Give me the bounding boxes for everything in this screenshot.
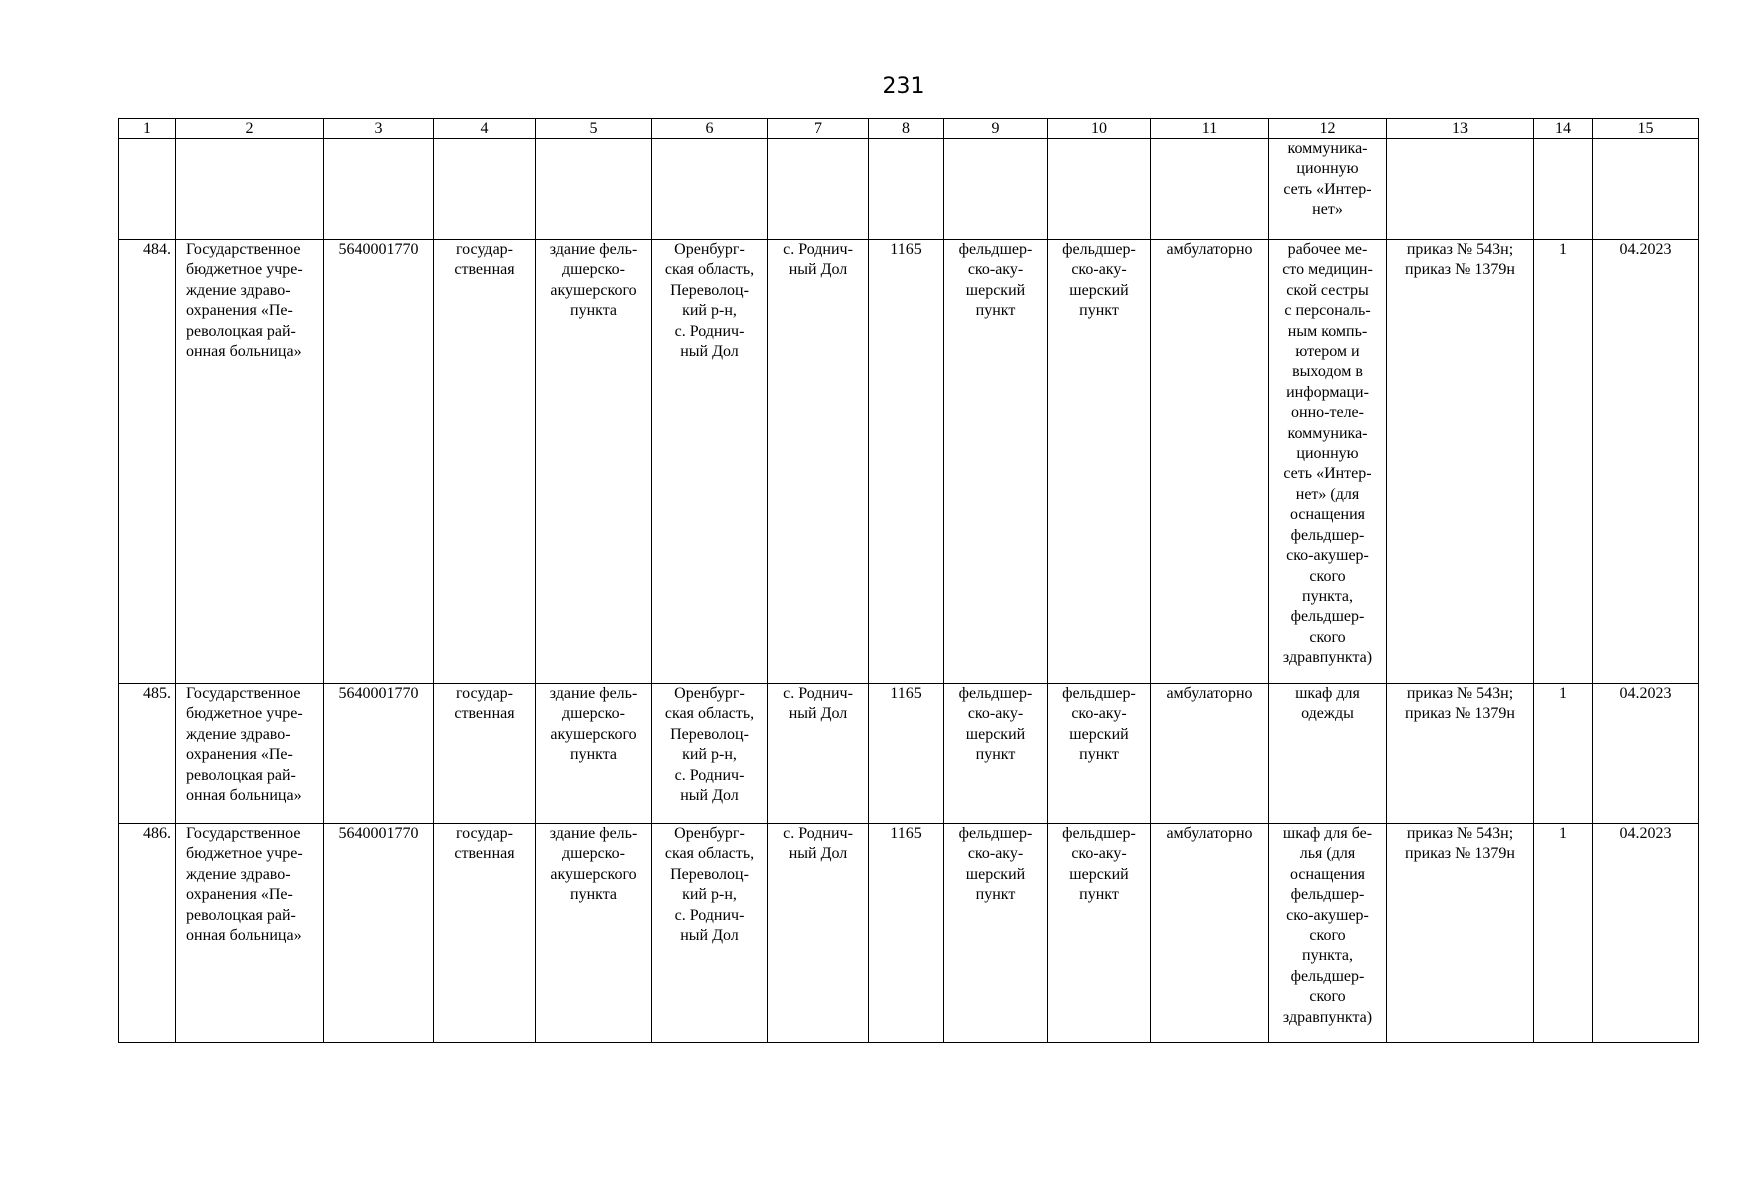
address-cell: Оренбург- ская область, Переволоц- кий р-н, с. Роднич- ный Дол (652, 824, 768, 1043)
inn-cell: 5640001770 (324, 240, 434, 684)
empty-cell (1048, 139, 1151, 240)
empty-cell (176, 139, 324, 240)
unit-type-cell: фельдшер- ско-аку- шерский пункт (944, 684, 1048, 824)
ownership-cell: государ- ственная (434, 240, 536, 684)
column-number: 6 (652, 119, 768, 139)
date-cell: 04.2023 (1593, 824, 1699, 1043)
unit-name-cell: фельдшер- ско-аку- шерский пункт (1048, 240, 1151, 684)
building-cell: здание фель- дшерско- акушерского пункта (536, 824, 652, 1043)
code-cell: 1165 (869, 240, 944, 684)
quantity-cell: 1 (1534, 240, 1593, 684)
quantity-cell: 1 (1534, 824, 1593, 1043)
column-number: 15 (1593, 119, 1699, 139)
column-number-row (119, 119, 1699, 139)
row-number-cell: 485. (119, 684, 176, 824)
code-cell: 1165 (869, 824, 944, 1043)
date-cell: 04.2023 (1593, 684, 1699, 824)
equipment-cell: шкаф для одежды (1269, 684, 1387, 824)
column-number: 3 (324, 119, 434, 139)
column-number: 2 (176, 119, 324, 139)
continuation-row (119, 139, 1699, 240)
building-cell: здание фель- дшерско- акушерского пункта (536, 240, 652, 684)
orders-cell: приказ № 543н; приказ № 1379н (1387, 240, 1534, 684)
care-form-cell: амбулаторно (1151, 824, 1269, 1043)
row-number-cell: 484. (119, 240, 176, 684)
ownership-cell: государ- ственная (434, 824, 536, 1043)
column-number: 11 (1151, 119, 1269, 139)
empty-cell (1534, 139, 1593, 240)
unit-type-cell: фельдшер- ско-аку- шерский пункт (944, 240, 1048, 684)
column-number: 7 (768, 119, 869, 139)
register-table (118, 118, 1699, 1043)
column-number: 4 (434, 119, 536, 139)
unit-name-cell: фельдшер- ско-аку- шерский пункт (1048, 684, 1151, 824)
equipment-cell: рабочее ме- сто медицин- ской сестры с персональ- ным компь- ютером и выходом в информаци- онно-теле- коммуника- ционную сеть «Интер- нет» (для оснащения фельдшер- ско-акушер- ского пункта, фельдшер- ского здравпункта) (1269, 240, 1387, 684)
row-number-cell: 486. (119, 824, 176, 1043)
column-number: 14 (1534, 119, 1593, 139)
table-row (119, 684, 1699, 824)
equipment-cell: коммуника- ционную сеть «Интер- нет» (1269, 139, 1387, 240)
settlement-cell: с. Роднич- ный Дол (768, 684, 869, 824)
column-number: 12 (1269, 119, 1387, 139)
organization-cell: Государственное бюджетное учре- ждение здраво- охранения «Пе- револоцкая рай- онная больница» (176, 240, 324, 684)
empty-cell (1387, 139, 1534, 240)
column-number: 5 (536, 119, 652, 139)
orders-cell: приказ № 543н; приказ № 1379н (1387, 684, 1534, 824)
code-cell: 1165 (869, 684, 944, 824)
empty-cell (652, 139, 768, 240)
empty-cell (869, 139, 944, 240)
empty-cell (119, 139, 176, 240)
table-row (119, 824, 1699, 1043)
care-form-cell: амбулаторно (1151, 240, 1269, 684)
ownership-cell: государ- ственная (434, 684, 536, 824)
inn-cell: 5640001770 (324, 824, 434, 1043)
empty-cell (944, 139, 1048, 240)
address-cell: Оренбург- ская область, Переволоц- кий р-н, с. Роднич- ный Дол (652, 240, 768, 684)
settlement-cell: с. Роднич- ный Дол (768, 240, 869, 684)
column-number: 8 (869, 119, 944, 139)
equipment-cell: шкаф для бе- лья (для оснащения фельдшер- ско-акушер- ского пункта, фельдшер- ского здравпункта) (1269, 824, 1387, 1043)
inn-cell: 5640001770 (324, 684, 434, 824)
column-number: 9 (944, 119, 1048, 139)
empty-cell (1151, 139, 1269, 240)
quantity-cell: 1 (1534, 684, 1593, 824)
care-form-cell: амбулаторно (1151, 684, 1269, 824)
organization-cell: Государственное бюджетное учре- ждение здраво- охранения «Пе- револоцкая рай- онная больница» (176, 684, 324, 824)
column-number: 10 (1048, 119, 1151, 139)
column-number: 1 (119, 119, 176, 139)
empty-cell (1593, 139, 1699, 240)
orders-cell: приказ № 543н; приказ № 1379н (1387, 824, 1534, 1043)
date-cell: 04.2023 (1593, 240, 1699, 684)
empty-cell (536, 139, 652, 240)
empty-cell (768, 139, 869, 240)
empty-cell (434, 139, 536, 240)
table-row (119, 240, 1699, 684)
address-cell: Оренбург- ская область, Переволоц- кий р-н, с. Роднич- ный Дол (652, 684, 768, 824)
settlement-cell: с. Роднич- ный Дол (768, 824, 869, 1043)
organization-cell: Государственное бюджетное учре- ждение здраво- охранения «Пе- револоцкая рай- онная больница» (176, 824, 324, 1043)
unit-type-cell: фельдшер- ско-аку- шерский пункт (944, 824, 1048, 1043)
building-cell: здание фель- дшерско- акушерского пункта (536, 684, 652, 824)
unit-name-cell: фельдшер- ско-аку- шерский пункт (1048, 824, 1151, 1043)
column-number: 13 (1387, 119, 1534, 139)
empty-cell (324, 139, 434, 240)
page-number: 231 (882, 74, 925, 99)
